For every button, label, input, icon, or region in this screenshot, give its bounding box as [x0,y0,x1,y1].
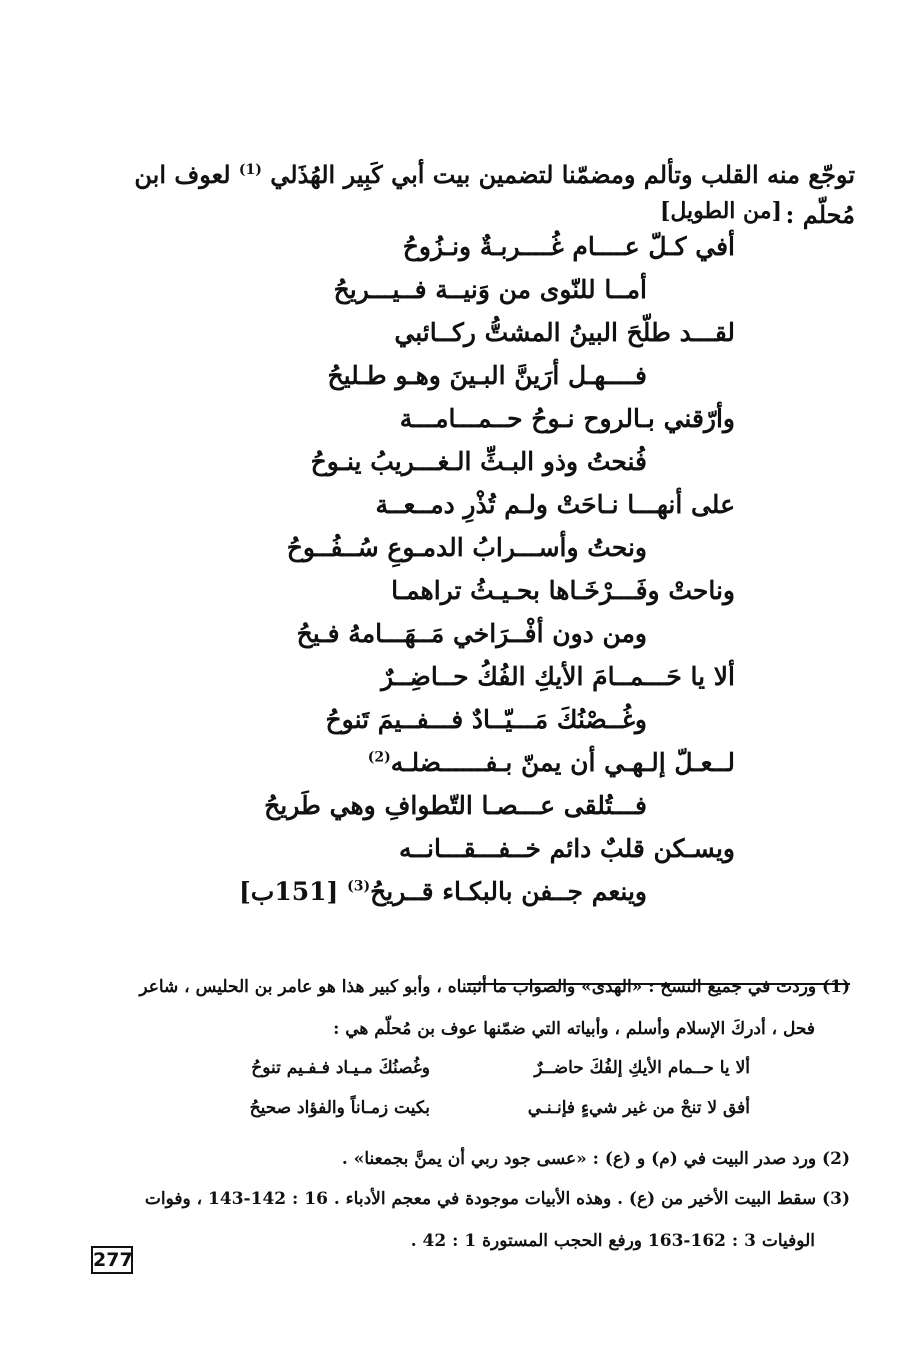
page-number: 277 [91,1246,133,1274]
verse-10: ومن دون أفْــرَاخي مَــهَـــامهُ فـيحُ [296,619,647,648]
footnote-2: (2) ورد صدر البيت في (م) و (ع) : «عسى جود ربي أن يمنَّ بجمعنا» . [341,1149,850,1169]
verse-13 [368,748,735,777]
verse-13-text: لــعـلّ إلـهـي أن يمنّ بـفــــــضلـه [390,748,735,777]
footnote-3-line-2: الوفيات 3 : 162-163 ورفع الحجب المستورة 1 : 42 . [410,1231,815,1251]
footnote-1-verse-1b: وغُصنُكَ مـيـاد فـفـيم تنوحُ [251,1058,430,1078]
folio-marker: [151ب] [238,877,339,906]
verse-8: ونحتُ وأســـرابُ الدمـوعِ سُــفُــوحُ [286,533,647,562]
footnote-ref-3: (3) [347,878,371,895]
intro-text: توجّع منه القلب وتألم ومضمّنا لتضمين بيت أبي كَبِير الهُذَلي [270,160,855,189]
verse-4: فــــهـل أرَينَّ البـينَ وهـو طـليحُ [327,361,647,390]
verse-5: وأرّقني بـالروح نـوحُ حــمـــامـــة [399,404,735,433]
verse-12: وغُــصْنُكَ مَـــيّــادٌ فـــفــيمَ تَنوحُ [325,705,647,734]
footnote-ref-1: (1) [238,162,262,178]
verse-15: ويسـكن قلبٌ دائم خــفـــقـــانــه [398,834,735,863]
verse-3: لقـــد طلّحَ البينُ المشتُّ ركــائبي [394,318,735,347]
footnote-1-line-2: فحل ، أدركَ الإسلام وأسلم ، وأبياته التي ضمّنها عوف بن مُحلّم هي : [333,1019,815,1039]
footnote-1-verse-2b: بكيت زمـاناً والفؤاد صحيحُ [249,1098,430,1118]
verse-16-text: وينعم جــفن بالبكـاء قــريحُ [370,877,647,906]
verse-6: فُنحتُ وذو البـثِّ الـغـــريبُ ينـوحُ [310,447,647,476]
verse-2: أمــا للنّوى من وَنيــة فــيـــريحُ [333,275,647,304]
verse-14: فـــتُلقى عـــصـا التّطوافِ وهي طَريحُ [264,791,647,820]
footnote-ref-2: (2) [367,749,391,766]
verse-16 [239,877,647,906]
verse-7: على أنهـــا نـاحَتْ ولـم تُذْرِ دمــعــة [375,490,735,519]
verse-1: أفي كـلّ عــــام غُــــربـةٌ ونـزُوحُ [402,232,735,261]
footnote-1-verse-1a: ألا يا حــمام الأيكِ إلفُكَ حاضــرٌ [534,1058,750,1078]
footnote-1-line-1: (1) وردت في جميع النسخ : «الهدى» والصواب ما أثبتناه ، وأبو كبير هذا هو عامر بن الحليس ، شاعر [139,977,850,997]
verse-9: وناحتْ وفَـــرْخَـاها بحـيـثُ تراهمـا [391,576,735,605]
footnote-3-line-1: (3) سقط البيت الأخير من (ع) . وهذه الأبيات موجودة في معجم الأدباء . 16 : 142-143 ، وفوات [144,1189,850,1209]
meter-label: [من الطويل] [659,198,782,224]
intro-tail: لعوف ابن مُحلّم : [134,160,855,229]
footnote-1-verse-2a: أفق لا تنحْ من غير شيءٍ فإنـنـي [527,1098,750,1118]
verse-11: ألا يا حَـــمــامَ الأيكِ الفُكُ حــاضِــرٌ [381,662,735,691]
